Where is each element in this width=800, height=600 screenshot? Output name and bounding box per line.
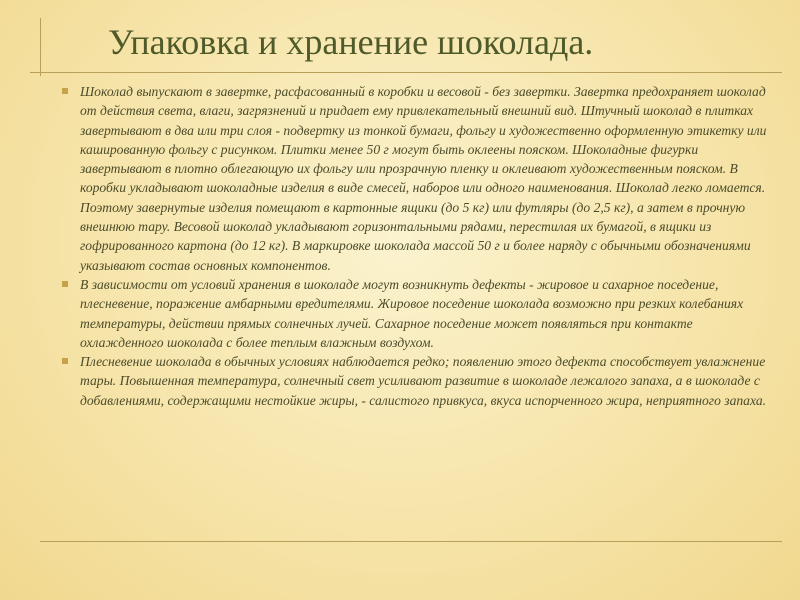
top-divider-line bbox=[30, 72, 782, 73]
square-bullet-icon bbox=[62, 88, 68, 94]
slide-title: Упаковка и хранение шоколада. bbox=[108, 22, 594, 62]
bullet-item-storage-defects bbox=[62, 275, 768, 352]
bullet-item-mold bbox=[62, 352, 768, 410]
bullet-text: Шоколад выпускают в завертке, расфасованный в коробки и весовой - без завертки. Завертка предохраняет шоколад от действия света, влаги, загрязнений и придает ему привлекательный внешний вид. Штучный шоколад в плитках завертывают в два или три слоя - подвертку из тонкой бумаги, фольгу и художественно оформленную этикетку или кашированную фольгу с рисунком. Плитки менее 50 г могут быть оклеены пояском. Шоколадные фигурки завертывают в плотно облегающую их фольгу или прозрачную пленку и оклеивают художественным пояском. В коробки укладывают шоколадные изделия в виде смесей, наборов или одного наименования. Шоколад легко ломается. Поэтому завернутые изделия помещают в картонные ящики (до 5 кг) или футляры (до 2,5 кг), а затем в прочную внешнюю тару. Весовой шоколад укладывают горизонтальными рядами, перестилая их бумагой, в ящики из гофрированного картона (до 12 кг). В маркировке шоколада массой 50 г и более наряду с обычными обозначениями указывают состав основных компонентов. bbox=[80, 84, 767, 273]
bullet-text: Плесневение шоколада в обычных условиях наблюдается редко; появлению этого дефекта способствует увлажнение тары. Повышенная температура, солнечный свет усиливают развитие в шоколаде лежалого запаха, а в шоколаде с добавлениями, содержащими нестойкие жиры, - салистого привкуса, вкуса испорченного жира, неприятного запаха. bbox=[80, 354, 767, 408]
square-bullet-icon bbox=[62, 358, 68, 364]
bullet-text: В зависимости от условий хранения в шоколаде могут возникнуть дефекты - жировое и сахарное поседение, плесневение, поражение амбарными вредителями. Жировое поседение шоколада возможно при резких колебаниях температуры, действии прямых солнечных лучей. Сахарное поседение может появляться при контакте охлажденного шоколада с более теплым влажным воздухом. bbox=[80, 276, 744, 350]
bullet-item-packaging bbox=[62, 82, 768, 275]
left-accent-line bbox=[40, 18, 41, 76]
slide-content bbox=[62, 82, 768, 410]
square-bullet-icon bbox=[62, 281, 68, 287]
bottom-divider-line bbox=[40, 541, 782, 542]
